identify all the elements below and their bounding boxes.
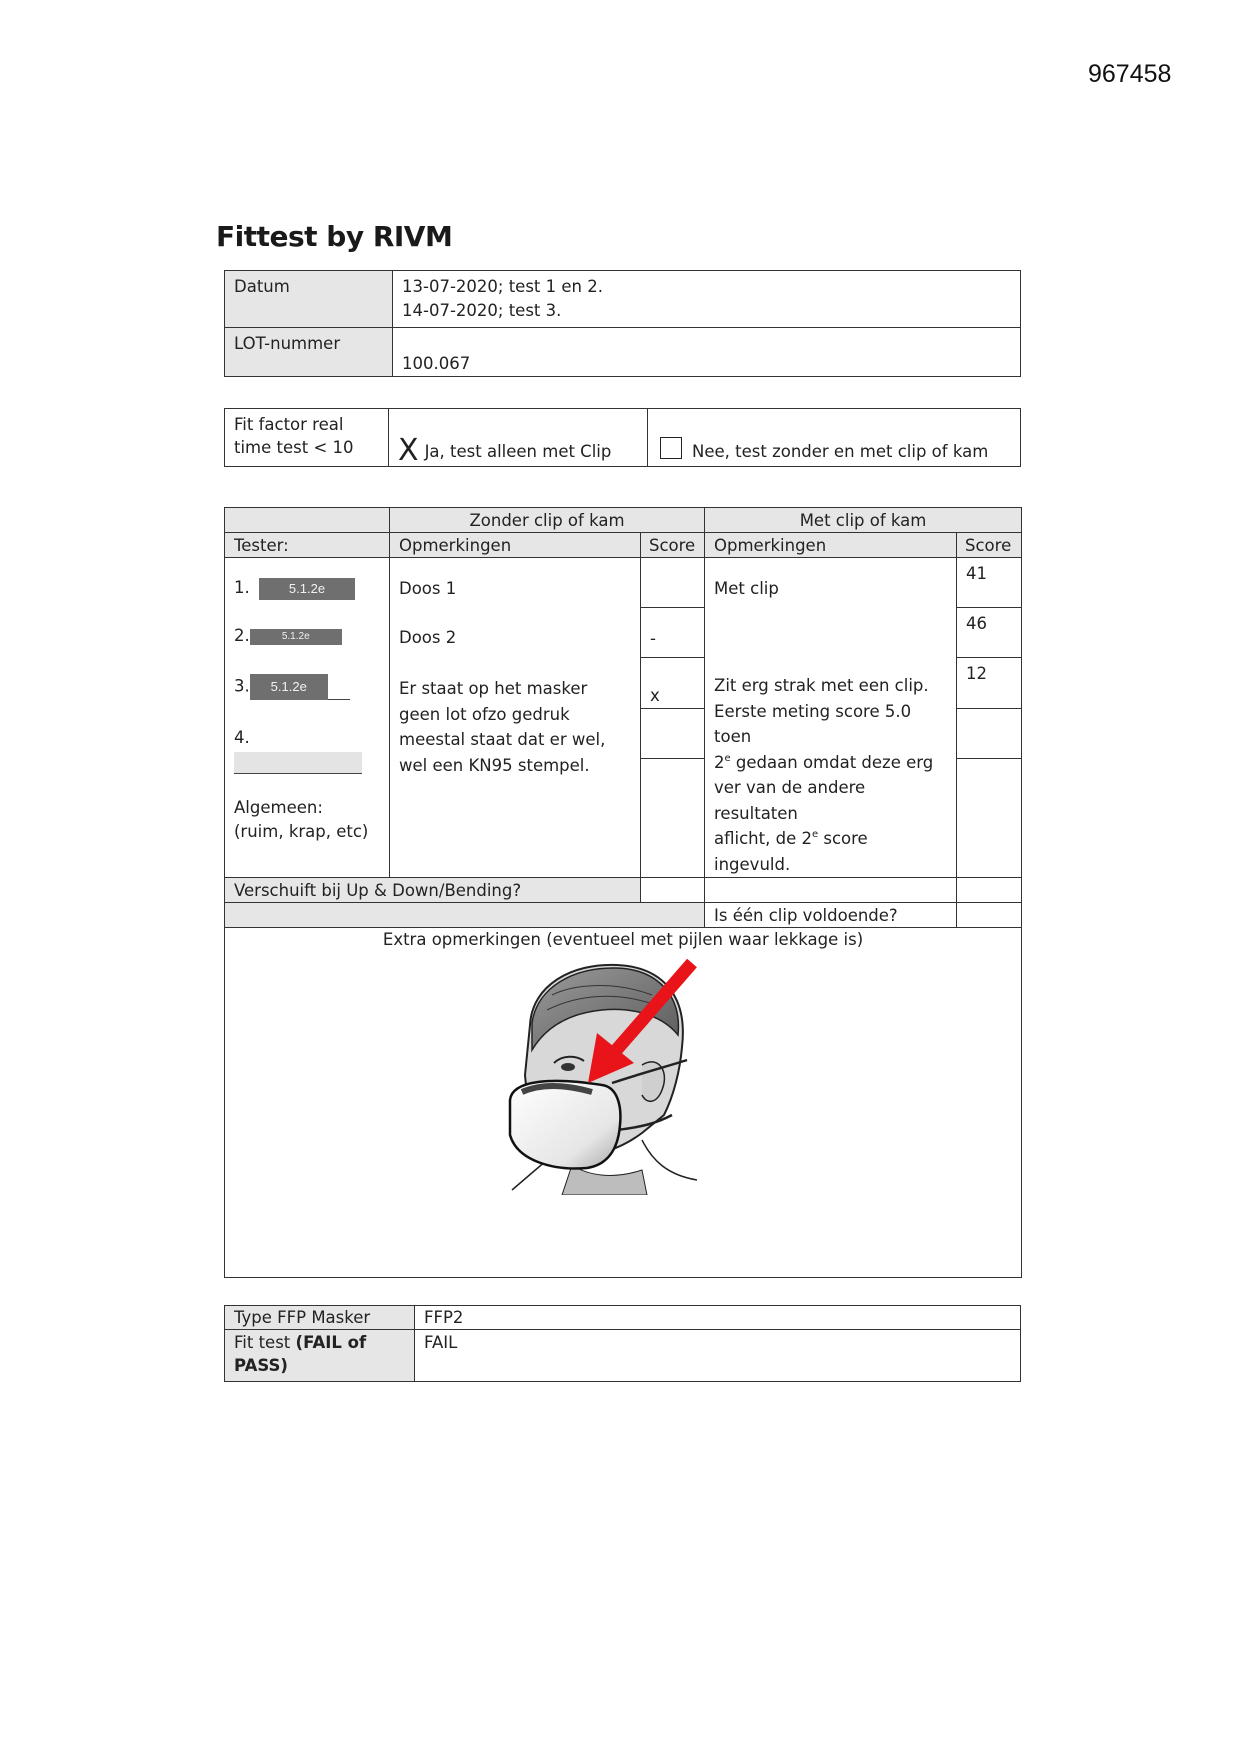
met-score-1: 41 [957, 558, 1022, 608]
met-score-4 [957, 709, 1022, 759]
tester-2 [234, 624, 380, 674]
met-line-3-post: gedaan omdat deze erg [730, 752, 934, 772]
met-clip: Met clip [714, 579, 779, 598]
zonder-doos-2: Doos 2 [399, 628, 457, 647]
extra-remarks-cell [225, 928, 1022, 1278]
tester-3-number: 3. [234, 676, 250, 696]
algemeen-line-2: (ruim, krap, etc) [234, 822, 369, 841]
info-table [224, 270, 1021, 377]
zonder-score-4 [641, 709, 705, 759]
met-score-2: 46 [957, 608, 1022, 658]
zonder-score-3: x [641, 658, 705, 709]
tester-1 [234, 576, 380, 624]
underline [328, 699, 350, 700]
datum-line-2: 14-07-2020; test 3. [402, 301, 562, 320]
zonder-score-5 [641, 759, 705, 878]
fitfactor-label-line-2: time test < 10 [234, 438, 354, 457]
blank-line [234, 752, 362, 774]
fitfactor-label [225, 409, 389, 467]
header-blank [225, 508, 390, 533]
een-clip-value [957, 903, 1022, 928]
algemeen-line-1: Algemeen: [234, 798, 323, 817]
tester-cell [225, 558, 390, 878]
type-value: FFP2 [415, 1306, 1021, 1330]
summary-table [224, 1305, 1021, 1382]
zonder-score-1 [641, 558, 705, 608]
met-line-5 [714, 826, 947, 877]
met-line-5-pre: aflicht, de 2 [714, 829, 812, 848]
een-clip-label: Is één clip voldoende? [705, 903, 957, 928]
tester-4-number: 4. [234, 728, 250, 747]
tester-4 [234, 726, 380, 796]
datum-line-1: 13-07-2020; test 1 en 2. [402, 277, 603, 296]
datum-label: Datum [225, 271, 393, 328]
zonder-paragraph: Er staat op het masker geen lot ofzo gedruk meestal staat dat er wel, wel een KN95 stempel. [399, 679, 606, 775]
met-score-3: 12 [957, 658, 1022, 709]
zonder-score-2: - [641, 608, 705, 658]
met-line-3-pre: 2 [714, 752, 725, 772]
mask-illustration [492, 955, 722, 1195]
met-opmerkingen-header: Opmerkingen [705, 533, 957, 558]
option-no [648, 409, 1021, 467]
met-remarks-cell [705, 558, 957, 878]
met-score-5 [957, 759, 1022, 878]
datum-value [393, 271, 1021, 328]
document-id: 967458 [1088, 60, 1172, 88]
x-mark-icon: X [398, 433, 419, 468]
redaction-box: 5.1.2e [250, 629, 342, 645]
met-line-1: Zit erg strak met een clip. [714, 676, 929, 695]
superscript: e [724, 752, 731, 764]
verschuift-met-score [957, 878, 1022, 903]
tester-1-number: 1. [234, 578, 250, 597]
lot-value: 100.067 [393, 328, 1021, 377]
lot-label: LOT-nummer [225, 328, 393, 377]
superscript: e [811, 829, 819, 840]
met-score-header: Score [957, 533, 1022, 558]
fit-test-label-bold: (FAIL of PASS) [234, 1333, 367, 1375]
fit-test-label-pre: Fit test [234, 1333, 296, 1352]
fit-test-value: FAIL [415, 1330, 1021, 1382]
tester-3 [234, 674, 380, 726]
tester-2-number: 2. [234, 626, 250, 645]
redaction-box: 5.1.2e [259, 578, 355, 600]
een-clip-blank [225, 903, 705, 928]
met-line-5-post: score ingevuld. [714, 829, 868, 874]
verschuift-label: Verschuift bij Up & Down/Bending? [225, 878, 641, 903]
zonder-doos-1: Doos 1 [399, 579, 457, 598]
option-yes [389, 409, 648, 467]
met-line-3 [714, 750, 947, 776]
option-yes-label: Ja, test alleen met Clip [424, 442, 612, 461]
page-title: Fittest by RIVM [216, 220, 453, 253]
zonder-opmerkingen-header: Opmerkingen [390, 533, 641, 558]
type-label: Type FFP Masker [225, 1306, 415, 1330]
main-table [224, 507, 1022, 1278]
option-no-label: Nee, test zonder en met clip of kam [692, 442, 989, 461]
met-line-2: Eerste meting score 5.0 toen [714, 701, 912, 746]
fitfactor-label-line-1: Fit factor real [234, 415, 344, 434]
zonder-score-header: Score [641, 533, 705, 558]
fitfactor-table [224, 408, 1021, 467]
header-met: Met clip of kam [705, 508, 1022, 533]
redaction-box: 5.1.2e [250, 674, 328, 700]
header-zonder: Zonder clip of kam [390, 508, 705, 533]
tester-label: Tester: [225, 533, 390, 558]
zonder-remarks-cell [390, 558, 641, 878]
met-line-4: ver van de andere resultaten [714, 778, 866, 823]
fit-test-label [225, 1330, 415, 1382]
checkbox-empty-icon [660, 437, 682, 459]
verschuift-zonder-value [641, 878, 705, 903]
verschuift-met-value [705, 878, 957, 903]
extra-label: Extra opmerkingen (eventueel met pijlen waar lekkage is) [382, 930, 864, 949]
